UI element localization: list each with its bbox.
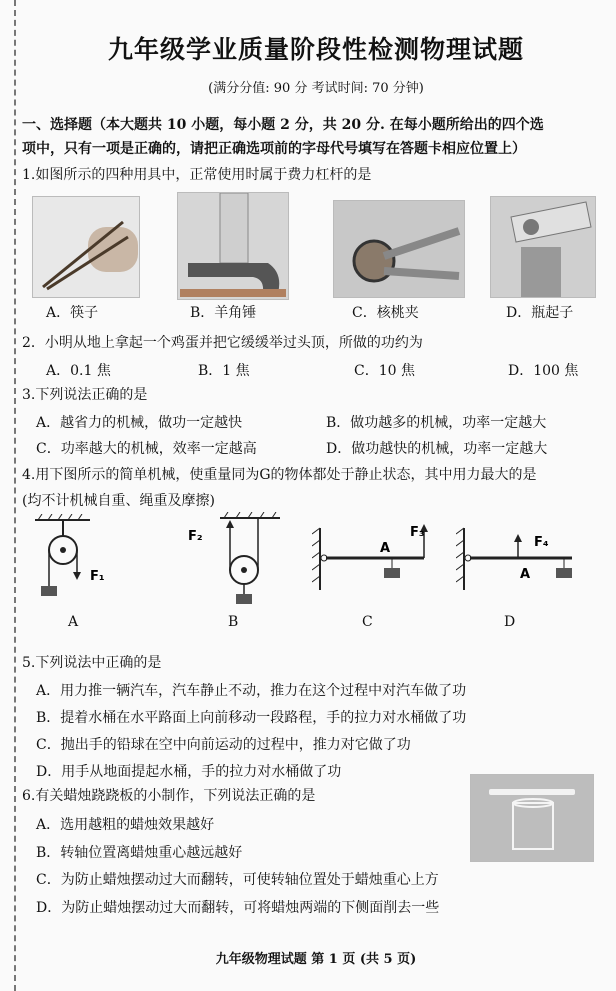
force-f1-label: F₁ xyxy=(90,569,105,584)
q4-label-d: D xyxy=(504,614,516,630)
pivot-label-c: A xyxy=(380,541,391,556)
lever-c-diagram xyxy=(312,520,432,600)
q4-stem-line1: 4.用下图所示的简单机械，使重量同为G的物体都处于静止状态，其中用力最大的是 xyxy=(22,467,537,483)
q5-option-c: C．抛出手的铅球在空中向前运动的过程中，推力对它做了功 xyxy=(36,737,411,753)
chopsticks-image xyxy=(32,196,140,298)
q3-option-c: C．功率越大的机械，效率一定越高 xyxy=(36,441,257,457)
q5-stem: 5.下列说法中正确的是 xyxy=(22,655,162,671)
q2-option-c: C．10 焦 xyxy=(354,363,415,379)
binding-margin xyxy=(0,0,16,991)
section-heading-line1: 一、选择题（本大题共 10 小题，每小题 2 分，共 20 分. 在每小题所给出的四个选 xyxy=(22,117,544,133)
q1-option-a: A．筷子 xyxy=(46,305,99,321)
q1-option-c: C．核桃夹 xyxy=(352,305,419,321)
q5-option-a: A．用力推一辆汽车，汽车静止不动，推力在这个过程中对汽车做了功 xyxy=(36,683,467,699)
movable-pulley-diagram xyxy=(180,512,280,612)
q4-label-b: B xyxy=(228,614,239,630)
q5-option-d: D．用手从地面提起水桶，手的拉力对水桶做了功 xyxy=(36,764,342,780)
q3-option-b: B．做功越多的机械，功率一定越大 xyxy=(326,415,547,431)
section-heading-line2: 项中，只有一项是正确的，请把正确选项前的字母代号填写在答题卡相应位置上） xyxy=(22,141,526,157)
force-f3-label: F₃ xyxy=(410,525,425,540)
lever-d-diagram xyxy=(456,520,576,600)
q6-stem: 6.有关蜡烛跷跷板的小制作，下列说法正确的是 xyxy=(22,788,316,804)
q2-stem: 2．小明从地上拿起一个鸡蛋并把它缓缓举过头顶，所做的功约为 xyxy=(22,335,423,351)
q4-label-a: A xyxy=(68,614,79,630)
q2-option-b: B．1 焦 xyxy=(198,363,250,379)
q3-option-a: A．越省力的机械，做功一定越快 xyxy=(36,415,243,431)
q6-option-d: D．为防止蜡烛摆动过大而翻转，可将蜡烛两端的下侧面削去一些 xyxy=(36,900,440,916)
nutcracker-image xyxy=(333,200,465,298)
q1-stem: 1.如图所示的四种用具中，正常使用时属于费力杠杆的是 xyxy=(22,167,372,183)
fixed-pulley-diagram xyxy=(30,514,120,614)
force-f4-label: F₄ xyxy=(534,535,549,550)
q2-option-a: A．0.1 焦 xyxy=(46,363,111,379)
candle-seesaw-image xyxy=(470,774,594,862)
page-subtitle: (满分分值: 90 分 考试时间: 70 分钟) xyxy=(208,81,424,96)
q1-option-d: D．瓶起子 xyxy=(506,305,574,321)
q4-label-c: C xyxy=(362,614,373,630)
q6-option-a: A．选用越粗的蜡烛效果越好 xyxy=(36,817,215,833)
q3-option-d: D．做功越快的机械，功率一定越大 xyxy=(326,441,548,457)
claw-hammer-image xyxy=(177,192,289,300)
q1-option-b: B．羊角锤 xyxy=(190,305,257,321)
pivot-label-d: A xyxy=(520,567,531,582)
q6-option-b: B．转轴位置离蜡烛重心越远越好 xyxy=(36,845,243,861)
page-title: 九年级学业质量阶段性检测物理试题 xyxy=(107,35,524,64)
q2-option-d: D．100 焦 xyxy=(508,363,579,379)
page-footer: 九年级物理试题 第 1 页 (共 5 页) xyxy=(215,952,417,967)
bottle-opener-image xyxy=(490,196,596,298)
q5-option-b: B．提着水桶在水平路面上向前移动一段路程，手的拉力对水桶做了功 xyxy=(36,710,467,726)
force-f2-label: F₂ xyxy=(188,529,203,544)
q6-option-c: C．为防止蜡烛摆动过大而翻转，可使转轴位置处于蜡烛重心上方 xyxy=(36,872,439,888)
q4-stem-line2: (均不计机械自重、绳重及摩擦) xyxy=(22,493,215,509)
exam-page xyxy=(22,0,610,991)
q3-stem: 3.下列说法正确的是 xyxy=(22,387,148,403)
